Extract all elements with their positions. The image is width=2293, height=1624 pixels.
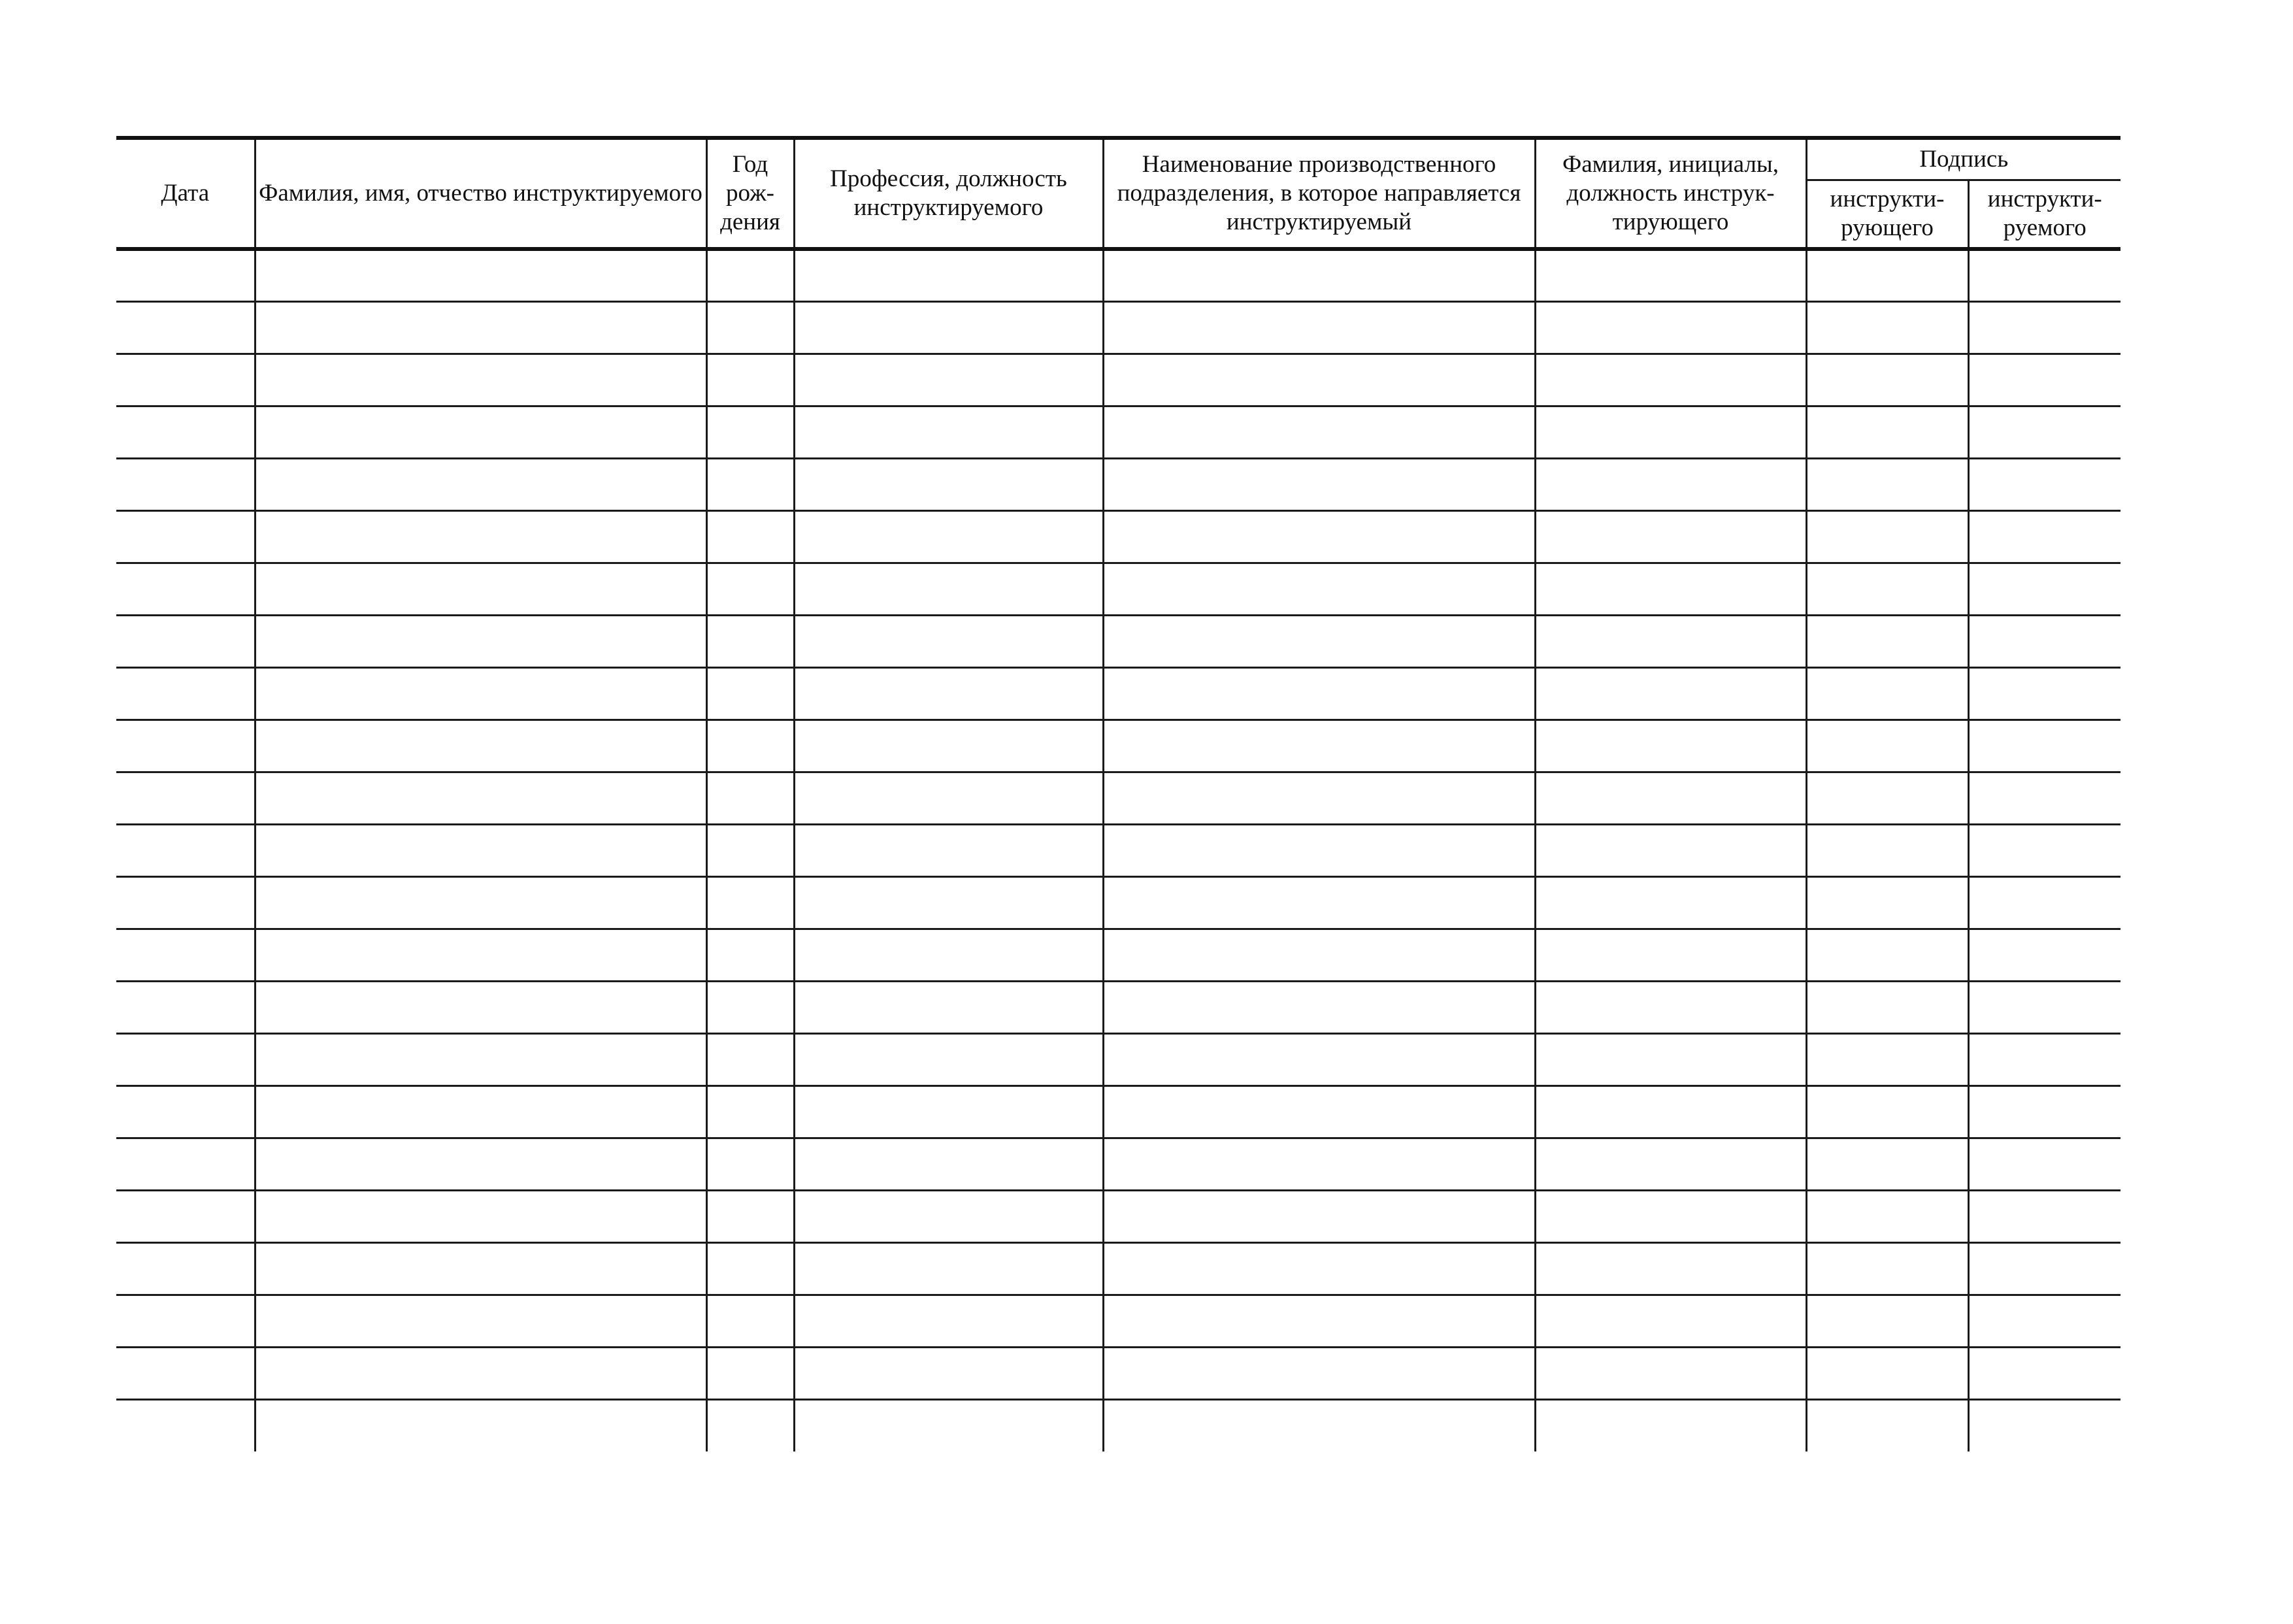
cell-birth-year[interactable] — [706, 876, 794, 929]
cell-full-name[interactable] — [255, 1190, 706, 1242]
cell-full-name[interactable] — [255, 1138, 706, 1190]
cell-instructor[interactable] — [1535, 1347, 1806, 1399]
cell-birth-year[interactable] — [706, 354, 794, 406]
cell-department[interactable] — [1103, 563, 1535, 615]
cell-instructor[interactable] — [1535, 1138, 1806, 1190]
cell-instructor[interactable] — [1535, 1242, 1806, 1295]
column-header-birth-year: Год рож-дения — [706, 138, 794, 249]
cell-department[interactable] — [1103, 981, 1535, 1033]
cell-instructor[interactable] — [1535, 1190, 1806, 1242]
cell-instructor[interactable] — [1535, 354, 1806, 406]
cell-profession[interactable] — [794, 876, 1103, 929]
table-row — [116, 1399, 2120, 1451]
cell-date[interactable] — [116, 1399, 255, 1451]
cell-department[interactable] — [1103, 1138, 1535, 1190]
cell-trainee-sign[interactable] — [1968, 876, 2120, 929]
cell-instructor[interactable] — [1535, 1399, 1806, 1451]
cell-instructor[interactable] — [1535, 667, 1806, 720]
cell-instructor[interactable] — [1535, 1295, 1806, 1347]
cell-department[interactable] — [1103, 1399, 1535, 1451]
cell-profession[interactable] — [794, 458, 1103, 510]
cell-instructor-sign[interactable] — [1806, 249, 1968, 301]
cell-trainee-sign[interactable] — [1968, 458, 2120, 510]
cell-department[interactable] — [1103, 929, 1535, 981]
table-row — [116, 1347, 2120, 1399]
cell-instructor-sign[interactable] — [1806, 1399, 1968, 1451]
cell-trainee-sign[interactable] — [1968, 301, 2120, 354]
cell-instructor-sign[interactable] — [1806, 1242, 1968, 1295]
cell-instructor-sign[interactable] — [1806, 772, 1968, 824]
cell-trainee-sign[interactable] — [1968, 929, 2120, 981]
cell-trainee-sign[interactable] — [1968, 1085, 2120, 1138]
cell-birth-year[interactable] — [706, 301, 794, 354]
cell-trainee-sign[interactable] — [1968, 667, 2120, 720]
cell-trainee-sign[interactable] — [1968, 249, 2120, 301]
cell-instructor-sign[interactable] — [1806, 876, 1968, 929]
cell-trainee-sign[interactable] — [1968, 720, 2120, 772]
cell-profession[interactable] — [794, 354, 1103, 406]
cell-full-name[interactable] — [255, 824, 706, 876]
cell-instructor-sign[interactable] — [1806, 1347, 1968, 1399]
cell-department[interactable] — [1103, 824, 1535, 876]
cell-department[interactable] — [1103, 615, 1535, 667]
cell-birth-year[interactable] — [706, 824, 794, 876]
table-row — [116, 824, 2120, 876]
cell-department[interactable] — [1103, 876, 1535, 929]
cell-birth-year[interactable] — [706, 1295, 794, 1347]
cell-date[interactable] — [116, 354, 255, 406]
cell-department[interactable] — [1103, 354, 1535, 406]
cell-full-name[interactable] — [255, 1242, 706, 1295]
cell-trainee-sign[interactable] — [1968, 1399, 2120, 1451]
cell-birth-year[interactable] — [706, 249, 794, 301]
cell-birth-year[interactable] — [706, 458, 794, 510]
cell-profession[interactable] — [794, 249, 1103, 301]
cell-date[interactable] — [116, 1295, 255, 1347]
column-header-department: Наименование производственного подразделения, в которое направляется инструктируемый — [1103, 138, 1535, 249]
cell-trainee-sign[interactable] — [1968, 510, 2120, 563]
cell-instructor[interactable] — [1535, 563, 1806, 615]
cell-instructor-sign[interactable] — [1806, 1190, 1968, 1242]
cell-trainee-sign[interactable] — [1968, 1347, 2120, 1399]
cell-profession[interactable] — [794, 406, 1103, 458]
cell-full-name[interactable] — [255, 772, 706, 824]
column-header-trainee-signature: инструкти-руемого — [1968, 180, 2120, 249]
cell-instructor-sign[interactable] — [1806, 510, 1968, 563]
table-row — [116, 720, 2120, 772]
cell-date[interactable] — [116, 1085, 255, 1138]
table-row — [116, 1242, 2120, 1295]
table-row — [116, 301, 2120, 354]
table-row — [116, 458, 2120, 510]
cell-trainee-sign[interactable] — [1968, 1190, 2120, 1242]
cell-birth-year[interactable] — [706, 1190, 794, 1242]
cell-department[interactable] — [1103, 772, 1535, 824]
cell-full-name[interactable] — [255, 563, 706, 615]
cell-department[interactable] — [1103, 667, 1535, 720]
cell-date[interactable] — [116, 772, 255, 824]
cell-full-name[interactable] — [255, 1295, 706, 1347]
cell-trainee-sign[interactable] — [1968, 772, 2120, 824]
cell-instructor-sign[interactable] — [1806, 458, 1968, 510]
table-row — [116, 615, 2120, 667]
cell-full-name[interactable] — [255, 720, 706, 772]
cell-trainee-sign[interactable] — [1968, 824, 2120, 876]
cell-profession[interactable] — [794, 1347, 1103, 1399]
cell-profession[interactable] — [794, 667, 1103, 720]
cell-full-name[interactable] — [255, 876, 706, 929]
table-row — [116, 1033, 2120, 1085]
cell-instructor-sign[interactable] — [1806, 929, 1968, 981]
cell-date[interactable] — [116, 510, 255, 563]
cell-instructor-sign[interactable] — [1806, 615, 1968, 667]
cell-department[interactable] — [1103, 249, 1535, 301]
cell-full-name[interactable] — [255, 929, 706, 981]
cell-instructor-sign[interactable] — [1806, 354, 1968, 406]
column-group-signature: Подпись — [1806, 138, 2120, 180]
cell-department[interactable] — [1103, 301, 1535, 354]
table-row — [116, 667, 2120, 720]
cell-instructor-sign[interactable] — [1806, 667, 1968, 720]
table-row — [116, 1190, 2120, 1242]
cell-instructor-sign[interactable] — [1806, 720, 1968, 772]
column-header-instructor-signature: инструкти-рующего — [1806, 180, 1968, 249]
column-header-full-name: Фамилия, имя, отчество инструктируемого — [255, 138, 706, 249]
cell-full-name[interactable] — [255, 354, 706, 406]
cell-department[interactable] — [1103, 1085, 1535, 1138]
table-row — [116, 249, 2120, 301]
table-body — [116, 249, 2120, 1451]
cell-full-name[interactable] — [255, 981, 706, 1033]
cell-birth-year[interactable] — [706, 406, 794, 458]
table-row — [116, 1085, 2120, 1138]
cell-instructor-sign[interactable] — [1806, 1295, 1968, 1347]
column-header-profession: Профессия, должность инструктируемого — [794, 138, 1103, 249]
cell-birth-year[interactable] — [706, 1399, 794, 1451]
cell-birth-year[interactable] — [706, 1347, 794, 1399]
cell-profession[interactable] — [794, 1399, 1103, 1451]
cell-instructor[interactable] — [1535, 929, 1806, 981]
cell-birth-year[interactable] — [706, 929, 794, 981]
cell-profession[interactable] — [794, 929, 1103, 981]
column-header-date: Дата — [116, 138, 255, 249]
cell-date[interactable] — [116, 981, 255, 1033]
cell-date[interactable] — [116, 667, 255, 720]
cell-instructor[interactable] — [1535, 824, 1806, 876]
cell-trainee-sign[interactable] — [1968, 563, 2120, 615]
cell-instructor-sign[interactable] — [1806, 981, 1968, 1033]
cell-date[interactable] — [116, 876, 255, 929]
cell-instructor-sign[interactable] — [1806, 1138, 1968, 1190]
cell-trainee-sign[interactable] — [1968, 615, 2120, 667]
cell-birth-year[interactable] — [706, 1138, 794, 1190]
cell-date[interactable] — [116, 301, 255, 354]
cell-full-name[interactable] — [255, 1085, 706, 1138]
cell-full-name[interactable] — [255, 1033, 706, 1085]
cell-full-name[interactable] — [255, 615, 706, 667]
table-row — [116, 563, 2120, 615]
table-row — [116, 510, 2120, 563]
cell-date[interactable] — [116, 615, 255, 667]
cell-instructor[interactable] — [1535, 406, 1806, 458]
cell-department[interactable] — [1103, 458, 1535, 510]
cell-birth-year[interactable] — [706, 1242, 794, 1295]
cell-trainee-sign[interactable] — [1968, 1033, 2120, 1085]
cell-date[interactable] — [116, 1190, 255, 1242]
cell-instructor[interactable] — [1535, 1033, 1806, 1085]
cell-instructor[interactable] — [1535, 981, 1806, 1033]
cell-instructor[interactable] — [1535, 510, 1806, 563]
cell-instructor-sign[interactable] — [1806, 1033, 1968, 1085]
cell-trainee-sign[interactable] — [1968, 1138, 2120, 1190]
cell-date[interactable] — [116, 406, 255, 458]
cell-profession[interactable] — [794, 1085, 1103, 1138]
cell-instructor[interactable] — [1535, 301, 1806, 354]
cell-full-name[interactable] — [255, 667, 706, 720]
table-row — [116, 354, 2120, 406]
cell-profession[interactable] — [794, 1033, 1103, 1085]
cell-profession[interactable] — [794, 1242, 1103, 1295]
cell-profession[interactable] — [794, 772, 1103, 824]
cell-instructor[interactable] — [1535, 1085, 1806, 1138]
cell-birth-year[interactable] — [706, 981, 794, 1033]
journal-form — [116, 136, 2120, 1451]
cell-birth-year[interactable] — [706, 772, 794, 824]
instruction-journal-table — [116, 136, 2120, 1451]
cell-department[interactable] — [1103, 510, 1535, 563]
table-header — [116, 138, 2120, 249]
cell-full-name[interactable] — [255, 458, 706, 510]
cell-birth-year[interactable] — [706, 563, 794, 615]
table-row — [116, 929, 2120, 981]
cell-instructor[interactable] — [1535, 772, 1806, 824]
cell-date[interactable] — [116, 563, 255, 615]
column-header-instructor: Фамилия, инициалы, должность инструк-тирующего — [1535, 138, 1806, 249]
cell-date[interactable] — [116, 1138, 255, 1190]
cell-profession[interactable] — [794, 1295, 1103, 1347]
cell-birth-year[interactable] — [706, 615, 794, 667]
cell-instructor[interactable] — [1535, 249, 1806, 301]
cell-profession[interactable] — [794, 720, 1103, 772]
table-row — [116, 772, 2120, 824]
cell-trainee-sign[interactable] — [1968, 981, 2120, 1033]
cell-date[interactable] — [116, 1242, 255, 1295]
cell-profession[interactable] — [794, 824, 1103, 876]
cell-department[interactable] — [1103, 1190, 1535, 1242]
cell-date[interactable] — [116, 720, 255, 772]
cell-full-name[interactable] — [255, 1399, 706, 1451]
cell-date[interactable] — [116, 1347, 255, 1399]
cell-date[interactable] — [116, 929, 255, 981]
cell-department[interactable] — [1103, 1242, 1535, 1295]
cell-profession[interactable] — [794, 981, 1103, 1033]
cell-full-name[interactable] — [255, 510, 706, 563]
table-row — [116, 876, 2120, 929]
cell-instructor[interactable] — [1535, 458, 1806, 510]
cell-instructor[interactable] — [1535, 876, 1806, 929]
cell-full-name[interactable] — [255, 406, 706, 458]
cell-instructor[interactable] — [1535, 615, 1806, 667]
cell-profession[interactable] — [794, 1138, 1103, 1190]
cell-trainee-sign[interactable] — [1968, 1242, 2120, 1295]
cell-department[interactable] — [1103, 1033, 1535, 1085]
cell-trainee-sign[interactable] — [1968, 1295, 2120, 1347]
cell-profession[interactable] — [794, 510, 1103, 563]
cell-department[interactable] — [1103, 406, 1535, 458]
cell-date[interactable] — [116, 1033, 255, 1085]
cell-instructor-sign[interactable] — [1806, 563, 1968, 615]
cell-instructor-sign[interactable] — [1806, 824, 1968, 876]
cell-profession[interactable] — [794, 301, 1103, 354]
cell-department[interactable] — [1103, 1347, 1535, 1399]
cell-date[interactable] — [116, 249, 255, 301]
cell-profession[interactable] — [794, 615, 1103, 667]
table-row — [116, 406, 2120, 458]
cell-department[interactable] — [1103, 1295, 1535, 1347]
cell-trainee-sign[interactable] — [1968, 406, 2120, 458]
cell-profession[interactable] — [794, 1190, 1103, 1242]
cell-instructor-sign[interactable] — [1806, 406, 1968, 458]
cell-instructor-sign[interactable] — [1806, 301, 1968, 354]
table-row — [116, 1138, 2120, 1190]
cell-full-name[interactable] — [255, 301, 706, 354]
cell-profession[interactable] — [794, 563, 1103, 615]
cell-date[interactable] — [116, 458, 255, 510]
cell-birth-year[interactable] — [706, 510, 794, 563]
cell-birth-year[interactable] — [706, 1085, 794, 1138]
cell-full-name[interactable] — [255, 1347, 706, 1399]
cell-department[interactable] — [1103, 720, 1535, 772]
cell-date[interactable] — [116, 824, 255, 876]
cell-birth-year[interactable] — [706, 1033, 794, 1085]
cell-birth-year[interactable] — [706, 667, 794, 720]
cell-instructor-sign[interactable] — [1806, 1085, 1968, 1138]
cell-full-name[interactable] — [255, 249, 706, 301]
table-row — [116, 1295, 2120, 1347]
cell-birth-year[interactable] — [706, 720, 794, 772]
table-row — [116, 981, 2120, 1033]
cell-instructor[interactable] — [1535, 720, 1806, 772]
cell-trainee-sign[interactable] — [1968, 354, 2120, 406]
